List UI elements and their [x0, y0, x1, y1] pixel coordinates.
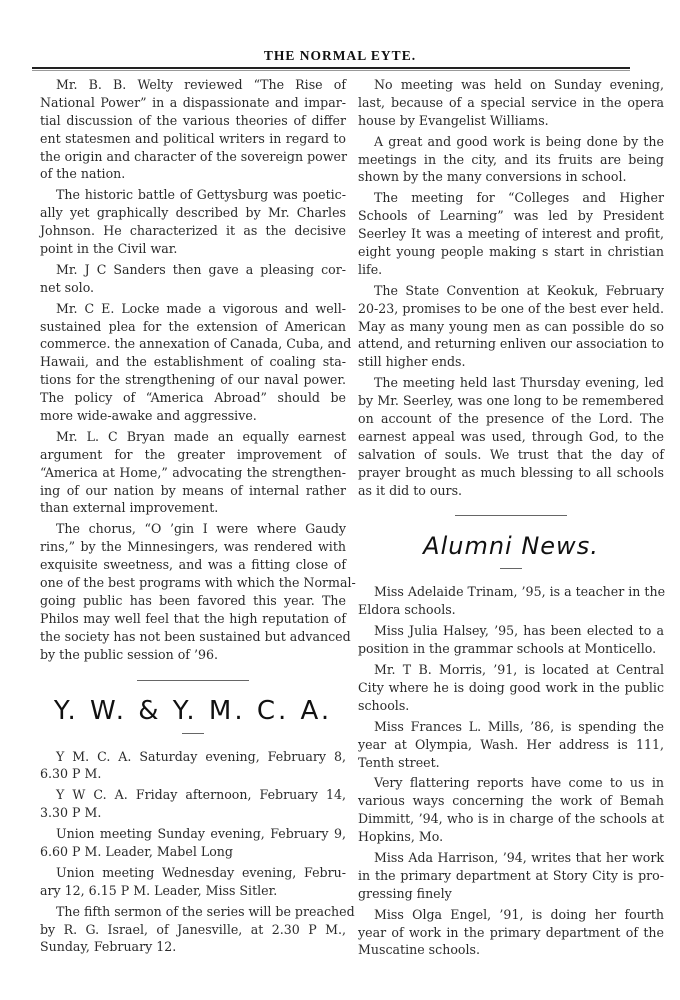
text-line: ing of our nation by means of internal rather [40, 482, 346, 498]
text-line: more wide-awake and aggressive. [40, 408, 257, 424]
text-line: Muscatine schools. [358, 942, 480, 958]
paragraph [358, 661, 664, 715]
text-line: Union meeting Wednesday evening, Febru- [56, 864, 346, 880]
paragraph [40, 903, 355, 957]
text-line: by R. G. Israel, of Janesville, at 2.30 P M., [40, 921, 346, 937]
text-line: the origin and character of the sovereign power [40, 148, 347, 164]
section-divider [137, 680, 249, 681]
left-column [40, 76, 356, 959]
paragraph [40, 186, 346, 258]
text-line: Mr. B. B. Welty reviewed “The Rise of [56, 77, 346, 92]
text-line: of the nation. [40, 166, 126, 182]
text-line: Sunday, February 12. [40, 939, 177, 955]
masthead-rule-thin [32, 70, 630, 71]
text-line: last, because of a special service in the opera [358, 94, 664, 110]
left-paragraphs [40, 76, 356, 664]
text-line: the society has not been sustained but advanced [40, 628, 351, 644]
text-line: by the public session of ’96. [40, 646, 218, 662]
text-line: The chorus, “O ’gin I were where Gaudy [56, 521, 346, 537]
text-line: Miss Olga Engel, ’91, is doing her fourth [374, 906, 664, 922]
text-line: various ways concerning the work of Bemah [358, 793, 664, 809]
text-line: prayer brought as much blessing to all schools [358, 464, 664, 480]
text-line: by Mr. Seerley, was one long to be remembered [358, 393, 664, 409]
text-line: Eldora schools. [358, 602, 456, 618]
text-line: argument for the greater improvement of [40, 446, 346, 462]
text-line: 6.30 P M. [40, 766, 102, 782]
paragraph [40, 261, 346, 297]
text-line: Y M. C. A. Saturday evening, February 8, [56, 748, 346, 764]
text-line: gressing finely [358, 885, 452, 901]
heading-underline [182, 733, 204, 734]
paragraph [358, 282, 664, 371]
text-line: attend, and returning enliven our association to [358, 336, 664, 352]
text-line: salvation of souls. We trust that the day of [358, 446, 664, 462]
text-line: earnest appeal was used, through God, to the [358, 428, 664, 444]
text-line: meetings in the city, and its fruits are being [358, 151, 664, 167]
paragraph [40, 864, 346, 900]
text-line: as it did to ours. [358, 482, 463, 498]
text-line: Miss Adelaide Trinam, ’95, is a teacher in the [374, 584, 666, 600]
paragraph [40, 300, 352, 425]
text-line: Mr. C E. Locke made a vigorous and well- [56, 300, 346, 316]
text-line: The fifth sermon of the series will be preached [56, 903, 355, 919]
section-divider [455, 515, 567, 516]
right-paragraphs [358, 76, 664, 499]
right-column [358, 76, 664, 962]
text-line: life. [358, 261, 383, 277]
text-line: on account of the presence of the Lord. The [358, 411, 664, 427]
text-line: The historic battle of Gettysburg was poetic- [56, 187, 346, 203]
text-line: Philos may well feel that the high reputation of [40, 610, 346, 626]
text-line: still higher ends. [358, 354, 466, 370]
paragraph [40, 428, 346, 517]
text-line: net solo. [40, 279, 95, 295]
masthead-title: THE NORMAL EYTE. [263, 48, 417, 63]
text-line: in the primary department at Story City is pro- [358, 867, 664, 883]
text-line: going public has been favored this year. The [40, 592, 346, 608]
text-line: house by Evangelist Williams. [358, 112, 549, 128]
text-line: exquisite sweetness, and was a fitting close of [40, 557, 346, 573]
paragraph [358, 76, 664, 130]
text-line: Mr. L. C Bryan made an equally earnest [56, 428, 346, 444]
text-line: A great and good work is being done by the [374, 133, 664, 149]
text-line: point in the Civil war. [40, 241, 178, 257]
paragraph [40, 520, 356, 663]
text-line: City where he is doing good work in the public [358, 679, 664, 695]
text-line: year at Olympia, Wash. Her address is 111, [358, 736, 664, 752]
paragraph [358, 718, 664, 772]
alumni-news-items [358, 583, 664, 959]
paragraph [358, 906, 664, 960]
text-line: position in the grammar schools at Monticello. [358, 641, 657, 657]
text-line: The meeting for “Colleges and Higher [374, 190, 664, 206]
text-line: May as many young men as can possible do so [358, 318, 664, 334]
paragraph [358, 849, 664, 903]
paragraph [358, 774, 664, 846]
text-line: Miss Frances L. Mills, ’86, is spending the [374, 718, 664, 734]
text-line: Dimmitt, ’94, who is in charge of the schools at [358, 811, 664, 827]
paragraph [40, 786, 346, 822]
alumni-news-heading: Alumni News. [423, 532, 599, 561]
text-line: one of the best programs with which the Normal- [40, 575, 356, 591]
text-line: National Power” in a dispassionate and impar- [40, 94, 346, 110]
paragraph [40, 825, 346, 861]
text-line: Hopkins, Mo. [358, 829, 444, 845]
text-line: than external improvement. [40, 500, 219, 516]
text-line: Seerley It was a meeting of interest and profit, [358, 226, 664, 242]
paragraph [40, 76, 346, 183]
text-line: Johnson. He characterized it as the decisive [40, 223, 346, 239]
text-line: “America at Home,” advocating the strengthen- [40, 464, 346, 480]
text-line: ent statesmen and political writers in regard to [40, 130, 346, 146]
text-line: tions for the strengthening of our naval power. [40, 372, 346, 388]
text-line: 20-23, promises to be one of the best ever held. [358, 300, 664, 316]
heading-underline [500, 568, 522, 569]
text-line: eight young people making s start in christian [358, 244, 664, 260]
text-line: schools. [358, 697, 410, 713]
text-line: ally yet graphically described by Mr. Charles [40, 205, 346, 221]
text-line: ary 12, 6.15 P M. Leader, Miss Sitler. [40, 882, 278, 898]
text-line: Union meeting Sunday evening, February 9, [56, 826, 346, 842]
text-line: tial discussion of the various theories of differ [40, 112, 346, 128]
text-line: The meeting held last Thursday evening, led [374, 375, 664, 391]
text-line: Schools of Learning” was led by President [358, 208, 664, 224]
text-line: The policy of “America Abroad” should be [40, 390, 346, 406]
text-line: Very flattering reports have come to us in [374, 775, 664, 791]
ywca-ymca-heading: Y. W. & Y. M. C. A. [53, 695, 333, 726]
text-line: shown by the many conversions in school. [358, 169, 627, 185]
text-line: Mr. T B. Morris, ’91, is located at Central [374, 662, 664, 678]
text-line: Miss Ada Harrison, ’94, writes that her work [374, 849, 664, 865]
text-line: sustained plea for the extension of American [40, 318, 346, 334]
text-line: Hawaii, and the establishment of coaling sta- [40, 354, 346, 370]
text-line: Tenth street. [358, 754, 440, 770]
text-line: No meeting was held on Sunday evening, [374, 77, 664, 92]
paragraph [358, 622, 664, 658]
text-line: commerce. the annexation of Canada, Cuba, and [40, 336, 352, 352]
paragraph [358, 133, 664, 187]
paragraph [358, 583, 664, 619]
ywca-ymca-notices [40, 748, 355, 957]
masthead-rule [32, 67, 630, 69]
text-line: 6.60 P M. Leader, Mabel Long [40, 843, 233, 859]
text-line: Miss Julia Halsey, ’95, has been elected to a [374, 623, 664, 639]
text-line: The State Convention at Keokuk, February [374, 282, 664, 298]
text-line: Y W C. A. Friday afternoon, February 14, [56, 787, 346, 803]
text-line: year of work in the primary department of the [358, 924, 664, 940]
text-line: rins,” by the Minnesingers, was rendered with [40, 539, 346, 555]
text-line: 3.30 P M. [40, 805, 102, 821]
text-line: Mr. J C Sanders then gave a pleasing cor- [56, 261, 346, 277]
paragraph [358, 374, 664, 499]
paragraph [40, 748, 346, 784]
paragraph [358, 189, 664, 278]
